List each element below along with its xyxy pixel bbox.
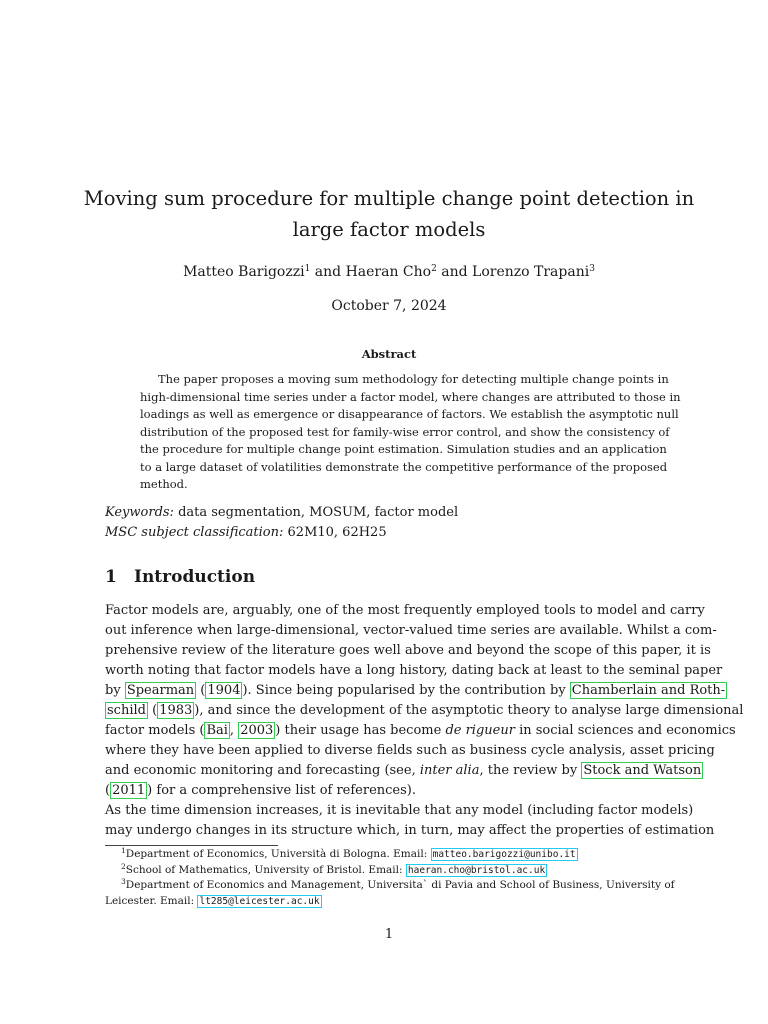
section-number: 1 bbox=[105, 567, 117, 587]
citation-link[interactable]: schild bbox=[107, 703, 146, 718]
citation-link[interactable]: 2003 bbox=[240, 723, 274, 738]
body-line: may undergo changes in its structure which, in turn, may affect the properties of estimation bbox=[105, 823, 715, 838]
keywords-block bbox=[105, 503, 665, 543]
abstract-line: The paper proposes a moving sum methodology for detecting multiple change points in bbox=[158, 372, 669, 386]
text-run: in social sciences and economics bbox=[514, 723, 736, 738]
footnote bbox=[105, 878, 673, 894]
body-line: out inference when large-dimensional, vector-valued time series are available. Whilst a com- bbox=[105, 623, 717, 638]
body-text bbox=[105, 601, 744, 841]
text-run: ( bbox=[105, 783, 111, 798]
abstract-heading: Abstract bbox=[361, 347, 417, 361]
footnote-text: School of Mathematics, University of Bristol. Email: bbox=[125, 863, 406, 876]
footnote-rule bbox=[105, 845, 278, 846]
msc-label: MSC subject classification: bbox=[105, 525, 284, 540]
author-separator: and bbox=[310, 264, 346, 280]
footnote-number: 1 bbox=[121, 846, 126, 855]
abstract-line: to a large dataset of volatilities demonstrate the competitive performance of the proposed bbox=[140, 459, 668, 474]
citation-link[interactable]: Spearman bbox=[126, 683, 195, 698]
abstract-line: distribution of the proposed test for family-wise error control, and show the consistency of bbox=[140, 424, 670, 439]
paper-date: October 7, 2024 bbox=[331, 298, 447, 314]
page-number: 1 bbox=[384, 927, 394, 942]
msc-line bbox=[105, 523, 665, 543]
abstract-line: method. bbox=[140, 477, 188, 491]
citation-link[interactable]: Bai bbox=[206, 723, 228, 738]
body-line bbox=[105, 781, 673, 801]
footnote-number: 3 bbox=[121, 877, 126, 886]
footnote bbox=[105, 847, 673, 863]
body-line bbox=[105, 721, 736, 741]
text-run: ). Since being popularised by the contribution by bbox=[242, 683, 570, 698]
abstract-line: the procedure for multiple change point estimation. Simulation studies and an application bbox=[140, 442, 667, 456]
text-run: ( bbox=[196, 683, 206, 698]
keywords-value: data segmentation, MOSUM, factor model bbox=[173, 505, 459, 520]
text-run: ), and since the development of the asymptotic theory to analyse large dimensional bbox=[194, 703, 744, 718]
body-line bbox=[105, 701, 744, 721]
body-line: worth noting that factor models have a long history, dating back at least to the seminal paper bbox=[105, 663, 723, 678]
italic-run: de rigueur bbox=[445, 723, 515, 738]
footnote-text: Leicester. Email: bbox=[105, 894, 198, 907]
text-run: ) their usage has become bbox=[275, 723, 446, 738]
footnote bbox=[105, 863, 673, 879]
text-run: by bbox=[105, 683, 125, 698]
body-line: Factor models are, arguably, one of the most frequently employed tools to model and carry bbox=[105, 603, 705, 618]
text-run: and economic monitoring and forecasting (see, bbox=[105, 763, 420, 778]
footnote-continuation bbox=[105, 894, 673, 910]
citation-link[interactable]: Stock and Watson bbox=[583, 763, 702, 778]
footnote-text: Department of Economics and Management, Universita` di Pavia and School of Business, University of bbox=[125, 879, 675, 891]
footnote-mark[interactable]: 2 bbox=[431, 264, 437, 274]
body-line: As the time dimension increases, it is inevitable that any model (including factor models) bbox=[105, 803, 694, 818]
email-link[interactable]: haeran.cho@bristol.ac.uk bbox=[407, 864, 546, 876]
body-line bbox=[105, 761, 702, 781]
citation-link[interactable]: 1904 bbox=[207, 683, 241, 698]
citation-link[interactable]: Chamberlain and Roth- bbox=[571, 683, 726, 698]
footnote-number: 2 bbox=[121, 861, 126, 871]
author-name: Lorenzo Trapani bbox=[472, 264, 590, 280]
title-line-2: large factor models bbox=[292, 218, 486, 241]
citation-link[interactable]: 2011 bbox=[112, 783, 146, 798]
author-name: Haeran Cho bbox=[345, 264, 432, 280]
author-name: Matteo Barigozzi bbox=[183, 264, 305, 280]
text-run: , the review by bbox=[479, 763, 582, 778]
footnote-text: Department of Economics, Università di Bologna. Email: bbox=[125, 848, 431, 860]
body-line: where they have been applied to diverse fields such as business cycle analysis, asset pricing bbox=[105, 743, 715, 758]
keywords-label: Keywords: bbox=[105, 505, 174, 520]
body-line bbox=[105, 681, 726, 701]
body-line: prehensive review of the literature goes well above and beyond the scope of this paper, it is bbox=[105, 643, 711, 658]
section-heading bbox=[105, 565, 255, 589]
footnote-mark[interactable]: 1 bbox=[304, 264, 311, 274]
title-line-1: Moving sum procedure for multiple change point detection in bbox=[83, 187, 695, 210]
text-run: ( bbox=[147, 703, 158, 718]
msc-value: 62M10, 62H25 bbox=[283, 525, 387, 540]
email-link[interactable]: matteo.barigozzi@unibo.it bbox=[432, 849, 576, 860]
footnote-mark[interactable]: 3 bbox=[589, 264, 595, 274]
author-list bbox=[80, 262, 698, 282]
keywords-line bbox=[105, 503, 665, 523]
section-title: Introduction bbox=[134, 567, 256, 587]
email-link[interactable]: lt285@leicester.ac.uk bbox=[199, 895, 320, 907]
footnotes bbox=[105, 847, 673, 909]
citation-link[interactable]: 1983 bbox=[159, 703, 193, 718]
text-run: ) for a comprehensive list of references). bbox=[147, 783, 417, 798]
paper-title bbox=[80, 183, 698, 245]
author-separator: and bbox=[436, 264, 473, 280]
abstract-line: loadings as well as emergence or disappearance of factors. We establish the asymptotic null bbox=[140, 407, 679, 421]
italic-run: inter alia bbox=[419, 763, 480, 778]
abstract-body bbox=[140, 371, 681, 494]
text-run: , bbox=[229, 723, 239, 738]
text-run: factor models ( bbox=[105, 723, 205, 738]
abstract-line: high-dimensional time series under a factor model, where changes are attributed to those in bbox=[140, 389, 681, 404]
